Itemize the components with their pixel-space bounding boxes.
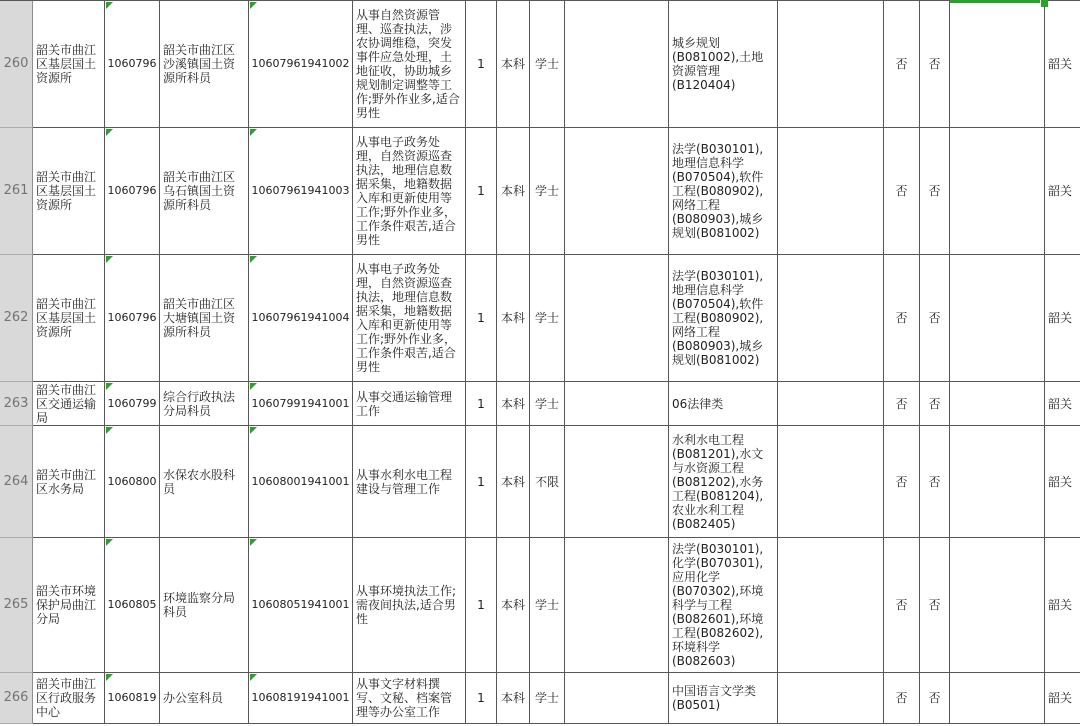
cell-city[interactable]: 韶关 — [1045, 128, 1080, 255]
cell-empty[interactable] — [778, 1, 884, 128]
cell-headcount[interactable]: 1 — [466, 128, 497, 255]
cell-flag-b[interactable]: 否 — [920, 538, 950, 673]
text-format-indicator-icon — [250, 427, 257, 434]
cell-duties[interactable]: 从事自然资源管理、巡查执法，涉农协调维稳，突发事件应急处理，土地征收，协助城乡规划制定调整等工作;野外作业多,适合男性 — [353, 1, 466, 128]
cell-city[interactable]: 韶关 — [1045, 1, 1080, 128]
cell-position-code[interactable]: 10607991941001 — [249, 382, 353, 426]
cell-education[interactable]: 本科 — [497, 538, 530, 673]
row-number[interactable]: 260 — [0, 1, 33, 128]
cell-flag-a[interactable]: 否 — [884, 426, 920, 538]
cell-position-title[interactable]: 韶关市曲江区大塘镇国土资源所科员 — [160, 255, 249, 382]
cell-empty[interactable] — [778, 673, 884, 724]
cell-flag-a[interactable]: 否 — [884, 382, 920, 426]
cell-degree[interactable]: 不限 — [530, 426, 565, 538]
cell-majors[interactable]: 法学(B030101),地理信息科学(B070504),软件工程(B080902),网络工程(B080903),城乡规划(B081002) — [669, 255, 778, 382]
cell-degree[interactable]: 学士 — [530, 1, 565, 128]
cell-flag-a[interactable]: 否 — [884, 128, 920, 255]
cell-department-code[interactable]: 1060800 — [105, 426, 160, 538]
cell-position-title[interactable]: 办公室科员 — [160, 673, 249, 724]
cell-headcount[interactable]: 1 — [466, 673, 497, 724]
cell-education[interactable]: 本科 — [497, 673, 530, 724]
cell-department[interactable]: 韶关市曲江区基层国土资源所 — [33, 128, 105, 255]
table-row — [0, 673, 1080, 724]
cell-headcount[interactable]: 1 — [466, 1, 497, 128]
cell-flag-b[interactable]: 否 — [920, 255, 950, 382]
cell-education[interactable]: 本科 — [497, 1, 530, 128]
text-format-indicator-icon — [106, 2, 113, 9]
cell-position-code[interactable]: 10608191941001 — [249, 673, 353, 724]
row-number[interactable]: 263 — [0, 382, 33, 426]
cell-headcount[interactable]: 1 — [466, 538, 497, 673]
cell-education[interactable]: 本科 — [497, 426, 530, 538]
cell-flag-b[interactable]: 否 — [920, 1, 950, 128]
cell-department[interactable]: 韶关市曲江区基层国土资源所 — [33, 255, 105, 382]
cell-department[interactable]: 韶关市曲江区基层国土资源所 — [33, 1, 105, 128]
row-number[interactable]: 265 — [0, 538, 33, 673]
cell-position-title[interactable]: 韶关市曲江区沙溪镇国土资源所科员 — [160, 1, 249, 128]
cell-city[interactable]: 韶关 — [1045, 538, 1080, 673]
cell-empty[interactable] — [950, 382, 1045, 426]
cell-empty[interactable] — [778, 255, 884, 382]
cell-degree[interactable]: 学士 — [530, 128, 565, 255]
row-number[interactable]: 266 — [0, 673, 33, 724]
cell-majors[interactable]: 法学(B030101),地理信息科学(B070504),软件工程(B080902),网络工程(B080903),城乡规划(B081002) — [669, 128, 778, 255]
cell-flag-a[interactable]: 否 — [884, 538, 920, 673]
text-format-indicator-icon — [250, 383, 257, 390]
cell-empty[interactable] — [565, 426, 669, 538]
cell-department-code[interactable]: 1060796 — [105, 255, 160, 382]
cell-position-code[interactable]: 10608051941001 — [249, 538, 353, 673]
cell-city[interactable]: 韶关 — [1045, 673, 1080, 724]
text-format-indicator-icon — [250, 674, 257, 681]
cell-department[interactable]: 韶关市曲江区交通运输局 — [33, 382, 105, 426]
text-format-indicator-icon — [106, 129, 113, 136]
cell-empty[interactable] — [778, 426, 884, 538]
cell-majors[interactable]: 06法律类 — [669, 382, 778, 426]
cell-department[interactable]: 韶关市曲江区行政服务中心 — [33, 673, 105, 724]
cell-degree[interactable]: 学士 — [530, 255, 565, 382]
cell-headcount[interactable]: 1 — [466, 426, 497, 538]
cell-empty[interactable] — [950, 128, 1045, 255]
cell-majors[interactable]: 中国语言文学类(B0501) — [669, 673, 778, 724]
cell-degree[interactable]: 学士 — [530, 673, 565, 724]
cell-empty[interactable] — [778, 382, 884, 426]
cell-position-code[interactable]: 10607961941003 — [249, 128, 353, 255]
cell-duties[interactable]: 从事水利水电工程建设与管理工作 — [353, 426, 466, 538]
cell-department[interactable]: 韶关市环境保护局曲江分局 — [33, 538, 105, 673]
cell-majors[interactable]: 城乡规划(B081002),土地资源管理(B120404) — [669, 1, 778, 128]
cell-flag-b[interactable]: 否 — [920, 426, 950, 538]
cell-position-title[interactable]: 水保农水股科员 — [160, 426, 249, 538]
cell-headcount[interactable]: 1 — [466, 382, 497, 426]
cell-duties[interactable]: 从事交通运输管理工作 — [353, 382, 466, 426]
cell-position-code[interactable]: 10608001941001 — [249, 426, 353, 538]
cell-flag-a[interactable]: 否 — [884, 673, 920, 724]
cell-duties[interactable]: 从事文字材料撰写、文秘、档案管理等办公室工作 — [353, 673, 466, 724]
cell-empty[interactable] — [565, 128, 669, 255]
cell-empty[interactable] — [565, 382, 669, 426]
text-format-indicator-icon — [106, 256, 113, 263]
cell-empty[interactable] — [565, 1, 669, 128]
cell-department-code[interactable]: 1060819 — [105, 673, 160, 724]
text-format-indicator-icon — [106, 539, 113, 546]
cell-education[interactable]: 本科 — [497, 382, 530, 426]
table-row — [0, 426, 1080, 538]
cell-city[interactable]: 韶关 — [1045, 426, 1080, 538]
cell-majors[interactable]: 水利水电工程(B081201),水文与水资源工程(B081202),水务工程(B081204),农业水利工程(B082405) — [669, 426, 778, 538]
cell-position-code[interactable]: 10607961941004 — [249, 255, 353, 382]
cell-majors[interactable]: 法学(B030101),化学(B070301),应用化学(B070302),环境科学与工程(B082601),环境工程(B082602),环境科学(B082603) — [669, 538, 778, 673]
cell-duties[interactable]: 从事电子政务处理，自然资源巡查执法，地理信息数据采集，地籍数据入库和更新使用等工作;野外作业多，工作条件艰苦,适合男性 — [353, 128, 466, 255]
table-row — [0, 382, 1080, 426]
table-row — [0, 1, 1080, 128]
cell-duties[interactable]: 从事环境执法工作;需夜间执法,适合男性 — [353, 538, 466, 673]
cell-empty[interactable] — [565, 673, 669, 724]
cell-empty[interactable] — [950, 538, 1045, 673]
cell-city[interactable]: 韶关 — [1045, 255, 1080, 382]
cell-flag-a[interactable]: 否 — [884, 255, 920, 382]
cell-position-code[interactable]: 10607961941002 — [249, 1, 353, 128]
row-number[interactable]: 261 — [0, 128, 33, 255]
table-row — [0, 128, 1080, 255]
cell-flag-b[interactable]: 否 — [920, 673, 950, 724]
text-format-indicator-icon — [106, 427, 113, 434]
cell-degree[interactable]: 学士 — [530, 382, 565, 426]
cell-empty[interactable] — [950, 426, 1045, 538]
cell-position-title[interactable]: 环境监察分局科员 — [160, 538, 249, 673]
table-row — [0, 538, 1080, 673]
text-format-indicator-icon — [250, 2, 257, 9]
cell-position-title[interactable]: 综合行政执法分局科员 — [160, 382, 249, 426]
cell-empty[interactable] — [778, 128, 884, 255]
cell-education[interactable]: 本科 — [497, 128, 530, 255]
text-format-indicator-icon — [250, 129, 257, 136]
table-row — [0, 255, 1080, 382]
text-format-indicator-icon — [250, 539, 257, 546]
cell-empty[interactable] — [778, 538, 884, 673]
cell-empty[interactable] — [565, 255, 669, 382]
cell-department[interactable]: 韶关市曲江区水务局 — [33, 426, 105, 538]
selection-fill-handle[interactable] — [1040, 0, 1048, 7]
cell-headcount[interactable]: 1 — [466, 255, 497, 382]
cell-city[interactable]: 韶关 — [1045, 382, 1080, 426]
cell-flag-b[interactable]: 否 — [920, 382, 950, 426]
cell-degree[interactable]: 学士 — [530, 538, 565, 673]
cell-department-code[interactable]: 1060796 — [105, 128, 160, 255]
cell-flag-a[interactable]: 否 — [884, 1, 920, 128]
cell-position-title[interactable]: 韶关市曲江区乌石镇国土资源所科员 — [160, 128, 249, 255]
row-number[interactable]: 262 — [0, 255, 33, 382]
cell-education[interactable]: 本科 — [497, 255, 530, 382]
text-format-indicator-icon — [106, 383, 113, 390]
cell-department-code[interactable]: 1060796 — [105, 1, 160, 128]
row-number[interactable]: 264 — [0, 426, 33, 538]
cell-department-code[interactable]: 1060799 — [105, 382, 160, 426]
cell-flag-b[interactable]: 否 — [920, 128, 950, 255]
text-format-indicator-icon — [106, 674, 113, 681]
selection-border-remnant — [950, 0, 1046, 3]
cell-empty[interactable] — [950, 673, 1045, 724]
cell-empty[interactable] — [950, 1, 1045, 128]
cell-empty[interactable] — [565, 538, 669, 673]
cell-duties[interactable]: 从事电子政务处理，自然资源巡查执法，地理信息数据采集，地籍数据入库和更新使用等工作;野外作业多，工作条件艰苦,适合男性 — [353, 255, 466, 382]
cell-department-code[interactable]: 1060805 — [105, 538, 160, 673]
cell-empty[interactable] — [950, 255, 1045, 382]
text-format-indicator-icon — [250, 256, 257, 263]
